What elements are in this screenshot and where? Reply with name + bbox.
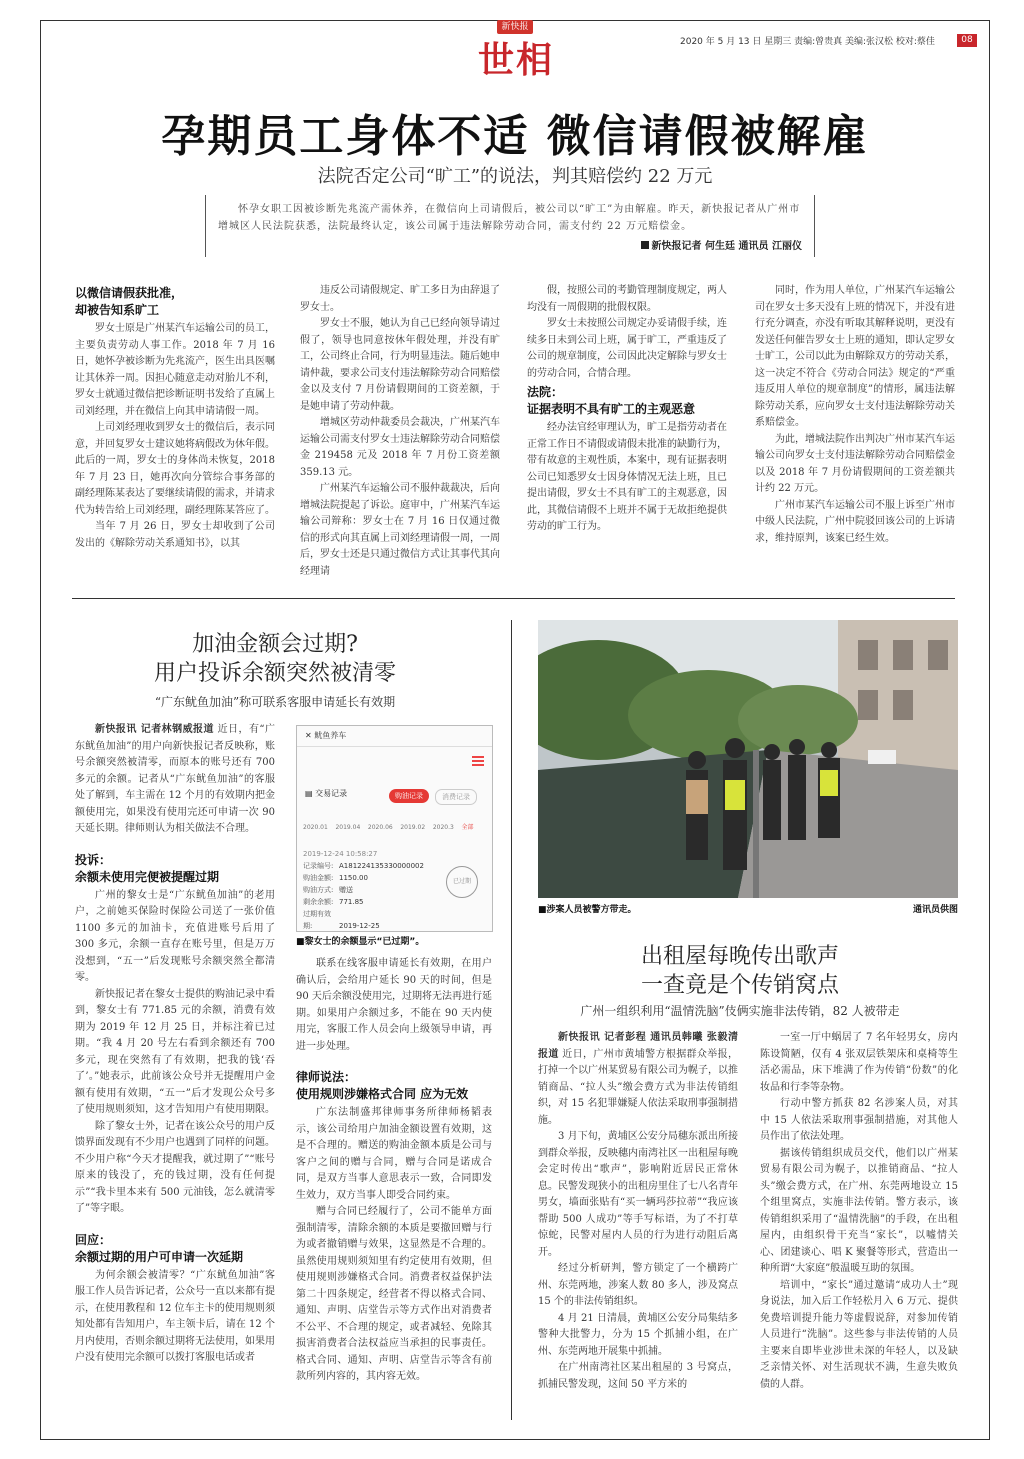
record-value: 1150.00 [339,874,368,882]
phone-app-bar [297,726,492,747]
date-chip: 2020.3 [432,824,454,831]
article2-response-heading [75,1232,275,1266]
article1-column-1 [75,283,275,583]
paragraph-text: 近日，广州市黄埔警方根据群众举报，打掉一个以广州某贸易有限公司为幌子，以推销商品、“拉人头”缴会费方式为非法传销组织，对 15 名犯罪嫌疑人依法采取刑事强制措施。 [538,1048,738,1126]
record-key: 过期有效期: [303,910,331,930]
article1-column-4 [755,283,955,583]
complaint-heading-line2: 余额未使用完便被提醒过期 [75,869,220,884]
article1-column-3 [527,283,727,583]
paragraph: 新快报记者在黎女士提供的购油记录中看到，黎女士有 771.85 元的余额，消费有效期为 2019 年 12 月 25 日，并标注着已过期。“我 4 月 20 号左右看到余额还有 700 多元，现在突然有了有效期，把我的钱‘吞了’。”她表示，此前该公众号并无提醒用户金额有使用有效期，“五一”后才发现公众号多了使用规则须知，这才告知用户有使用期限。 [75,988,275,1115]
paragraph: 广东法制盛邦律师事务所律师杨韬表示，该公司给用户加油金额设置有效期，这是不合理的。赠送的购油金额本质是公司与客户之间的赠与合同，赠与合同是诺成合同，是双方当事人意思表示一致，合同即发生效力，双方当事人即受合同约束。 [296,1107,492,1201]
article3-photo [538,620,958,898]
article2-dateline: 新快报讯 记者林钢威报道 [95,724,214,735]
paragraph: 据该传销组织成员交代，他们以广州某贸易有限公司为幌子，以推销商品、“拉人头”缴会费方式，在广州、东莞两地设立 15 个组里窝点，实施非法传销。警方表示，该传销组织采用了“温情洗脑”的手段，在出租屋内，由组织骨干充当“家长”，以嘘情关心、团建谈心、唱 K 聚餐等形式，营造出一种所谓“大家庭”般温暖互助的氛围。 [760,1147,958,1274]
paragraph: 同时，作为用人单位，广州某汽车运输公司在罗女士多天没有上班的情况下，并没有进行充分调查，亦没有听取其解释说明，更没有发送任何催告罗女士上班的通知，即认定罗女士旷工，公司以此为由解除双方的劳动关系，这一决定不符合《劳动合同法》规定的“严重违反用人单位的规章制度”的情形，属违法解除劳动关系，应向罗女士支付违法解除劳动关系赔偿金。 [755,285,955,428]
article3-title-line2: 一查竟是个传销窝点 [640,973,839,998]
record-row [303,872,424,884]
paragraph [538,1030,738,1129]
date-chip: 2020.01 [303,824,328,831]
phone-tab-purchase: 购油记录 [389,789,429,803]
record-key: 购油方式: [303,886,334,894]
paragraph: 赠与合同已经履行了，公司不能单方面强制清零，清除余额的本质是要撤回赠与行为或者撤销赠与效果，这显然是不合理的。虽然使用规则须知里有约定使用有效期，但使用规则涉嫌格式合同。消费者权益保护法第二十四条规定，经营者不得以格式合同、通知、声明、店堂告示等方式作出对消费者不公平、不合理的规定，或者减轻、免除其损害消费者合法权益应当承担的民事责任。格式合同、通知、声明、店堂告示等含有前款所列内容的，其内容无效。 [296,1206,492,1382]
article1-court-heading [527,384,727,418]
paragraph: 行动中警方抓获 82 名涉案人员，对其中 15 人依法采取刑事强制措施，对其他人员作出了依法处理。 [760,1098,958,1142]
article1-heading-line1: 以微信请假获批准， [75,286,184,300]
record-value: 2019-12-25 [339,922,380,930]
paragraph: 经过分析研判，警方锁定了一个横跨广州、东莞两地，涉案人数 80 多人，涉及窝点 15 个的非法传销组织。 [538,1263,738,1307]
record-value: 771.85 [339,898,364,906]
square-icon [641,241,649,249]
record-key: 购油金额: [303,874,334,882]
record-row [303,896,424,908]
article1-title: 孕期员工身体不适 微信请假被解雇 [161,111,869,162]
street-photo-image [538,620,958,898]
record-row [303,908,424,932]
article3-column-2 [760,1030,958,1422]
paragraph: 联系在线客服申请延长有效期，在用户确认后，会给用户延长 90 天的时间，但是 90 天后余额没使用完，过期将无法再进行延期。如果用户余额过多，不能在 90 天内使用完，客服工作人员会向上级领导申请，再进一步处理。 [296,958,492,1052]
phone-app-name: 鱿鱼养车 [314,731,347,740]
record-key: 剩余余额: [303,898,334,906]
paragraph: 广州某汽车运输公司不服仲裁裁决，后向增城法院提起了诉讼。庭审中，广州某汽车运输公司辩称：罗女士在 7 月 16 日仅通过微信的形式向其直属上司刘经理请假一周，一周后，罗女士还是只通过微信方式让其事代其向经理请 [300,483,500,577]
article1-lead-box [205,195,815,257]
section-divider [72,598,955,599]
response-heading-line2: 余额过期的用户可申请一次延期 [75,1249,244,1264]
article1-lead: 怀孕女职工因被诊断先兆流产需休养，在微信向上司请假后，被公司以“旷工”为由解雇。昨天，新快报记者从广州市增城区人民法院获悉，法院最终认定，该公司属于违法解除劳动合同，需支付约 22 万元赔偿金。 [218,204,801,232]
lawyer-heading-line2: 使用规则涉嫌格式合同 应为无效 [296,1087,469,1101]
photo-caption: ■涉案人员被警方带走。 [538,905,637,915]
paragraph: 罗女士原是广州某汽车运输公司的员工，主要负责劳动人事工作。2018 年 7 月 16 日，她怀孕被诊断为先兆流产，医生出具医嘱让其休养一周。因担心随意走动对胎儿不利，罗女士就通过微信把诊断证明书发给了直属上司刘经理，并在微信上向其申请请假一周。 [75,323,275,417]
article2-title-line1: 加油金额会过期? [192,632,358,657]
article3-title-line1: 出租屋每晚传出歌声 [640,944,839,969]
record-value: 赠送 [339,886,353,894]
paragraph: 一室一厅中蜗居了 7 名年轻男女，房内陈设简陋，仅有 4 张双层铁架床和桌椅等生活必需品，床下堆满了作为传销“份数”的化妆品和行李等杂物。 [760,1032,958,1093]
paragraph: 广州的黎女士是“广东鱿鱼加油”的老用户，之前她买保险时保险公司送了一张价值 1100 多元的加油卡，充值进账号后用了 300 多元，余额一直存在账号里，但是万万没想到，“五一”后发现账号余额突然全都清零。 [75,889,275,983]
complaint-heading-line1: 投诉： [75,852,112,867]
record-timestamp: 2019-12-24 10:58:27 [303,850,378,858]
paragraph: 违反公司请假规定、旷工多日为由辞退了罗女士。 [300,285,500,313]
paragraph: 为此，增城法院作出判决广州市某汽车运输公司向罗女士支付违法解除劳动合同赔偿金以及 2018 年 7 月份请假期间的工资差额共计约 22 万元。 [755,433,955,494]
paragraph: 培训中，“家长”通过邀请“成功人士”现身说法，加入后工作轻松月入 6 万元、提供免费培训提升能力等虚假说辞，对参加传销人员进行“洗脑”。这些参与非法传销的人员主要来自即毕业涉世未深的年轻人，以及缺乏亲情关怀、对生活现状不满，生意失败负债的人群。 [760,1279,958,1390]
paragraph: 上司刘经理收到罗女士的微信后，表示同意，并回复罗女士建议她将病假改为休年假。此后的一周，罗女士的身体尚未恢复，2018 年 7 月 23 日，她再次向分管综合事务部的副经理陈某表达了要继续请假的需求，并请求代为转告给上司刘经理，副经理陈某答应了。 [75,422,275,516]
close-icon: ✕ [305,731,315,740]
newspaper-logo: 新快报 [497,20,533,34]
court-heading-line1: 法院： [527,385,564,399]
paragraph: 经办法官经审理认为，旷工是指劳动者在正常工作日不请假或请假未批准的缺勤行为，带有故意的主观性质，本案中，现有证据表明公司已知悉罗女士因身体情况无法上班，且已提出请假，罗女士不具有旷工的主观恶意，因此，其微信请假不上班并不属于无故拒绝提供劳动的旷工行为。 [527,422,727,532]
paragraph: 当年 7 月 26 日，罗女士却收到了公司发出的《解除劳动关系通知书》，以其 [75,521,275,549]
record-key: 记录编号: [303,862,334,870]
date-chip: 2019.02 [400,824,426,831]
response-heading-line1: 回应： [75,1232,112,1247]
phone-tab-consume: 消费记录 [435,789,477,805]
article2-column-1 [75,722,275,1422]
article2-title [80,630,470,688]
paragraph: 3 月下旬，黄埔区公安分局穗东派出所接到群众举报，反映穗内南湾社区一出租屋每晚会定时传出“歌声”，影响附近居民正常休息。民警发现狭小的出租房里住了七八名青年男女，墙面张贴有“买一辆玛莎拉蒂”“我应该帮助 500 人成功”等手写标语，为了不打草惊蛇，民警对屋内人员的行为进行动阻后离开。 [538,1131,738,1258]
document-icon: ▤ [305,789,316,798]
column-divider [511,620,512,1420]
article1-column-2 [300,283,500,583]
court-heading-line2: 证据表明不具有旷工的主观恶意 [527,402,696,416]
article2-subtitle: “广东鱿鱼加油”称可联系客服申请延长有效期 [154,695,396,709]
record-row [303,860,424,872]
phone-caption: ■黎女士的余额显示“已过期”。 [296,937,425,947]
paragraph: 在广州南湾社区某出租屋的 3 号窝点，抓捕民警发现，这间 50 平方米的 [538,1362,738,1390]
menu-icon [472,756,484,758]
date-chip: 2020.06 [367,824,393,831]
article1-heading [75,285,275,319]
paragraph: 除了黎女士外，记者在该公众号的用户反馈界面发现有不少用户也遇到了同样的问题。不少用户称“今天才提醒我，就过期了”“账号原来的钱没了，充的钱过期，没有任何提示”“我卡里本来有 500 元油钱，怎么就清零了”等字眼。 [75,1120,275,1214]
record-value: A181224135330000002 [339,862,424,870]
issue-meta: 2020 年 5 月 13 日 星期三 责编:曾贵真 美编:张汉松 校对:蔡佳 [680,37,935,47]
article2-column-2 [296,956,492,1422]
article1-byline [218,237,802,252]
paragraph: 广州市某汽车运输公司不服上诉至广州市中级人民法院，广州中院驳回该公司的上诉请求，维持原判，该案已经生效。 [755,499,955,544]
article1-byline-text: 新快报记者 何生廷 通讯员 江丽仪 [651,241,802,252]
section-title: 世相 [478,39,555,81]
paragraph: 假，按照公司的考勤管理制度规定，两人均没有一周假期的批假权限。 [527,285,727,313]
paragraph: 增城区劳动仲裁委员会裁决，广州某汽车运输公司需支付罗女士违法解除劳动合同赔偿金 219458 元及 2018 年 7 月份工资差额 359.13 元。 [300,417,500,478]
paragraph-text: 近日，有“广东鱿鱼加油”的用户向新快报记者反映称，账号余额突然被清零，而原本的账号还有 700 多元的余额。记者从“广东鱿鱼加油”的客服处了解到，车主需在 12 个月的有效期内把金额使用完，如果没有使用完还可申请一次 90 天延长期。律师则认为相关做法不合理。 [75,724,275,834]
paragraph: 4 月 21 日清晨，黄埔区公安分局集结多警种大批警力，分为 15 个抓捕小组，在广州、东莞两地开展集中抓捕。 [538,1312,738,1357]
article3-column-1 [538,1030,738,1422]
page-number: 08 [957,34,977,47]
record-row [303,884,424,896]
article2-complaint-heading [75,852,275,886]
date-chip: 2019.04 [335,824,361,831]
lawyer-heading-line1: 律师说法： [296,1070,357,1084]
phone-section-label: 交易记录 [315,789,348,798]
article3-dateline: 新快报讯 记者彭程 通讯员韩曦 张毅清报道 [538,1032,738,1060]
paragraph: 罗女士未按照公司规定办妥请假手续，连续多日未到公司上班，属于旷工，严重违反了公司的规章制度，公司因此决定解除与罗女士的劳动合同，合情合理。 [527,318,727,379]
phone-section [305,788,347,799]
phone-record [303,848,424,932]
photo-credit: 通讯员供图 [912,905,958,915]
phone-date-filter [303,822,487,831]
paragraph: 为何余额会被清零？“广东鱿鱼加油”客服工作人员告诉记者，公众号一直以来都有提示，在使用教程和 12 位车主卡的使用规则须知处都有告知用户，车主领卡后，请在 12 个月内使用，否则余额过期将无法使用，如果用户没有使用完余额可以拨打客服电话或者 [75,1269,275,1363]
paragraph [75,722,275,838]
article1-heading-line2: 却被告知系旷工 [75,303,160,317]
article3-title [520,942,960,1000]
article2-lawyer-heading [296,1069,492,1103]
article1-subtitle: 法院否定公司“旷工”的说法，判其赔偿约 22 万元 [317,166,713,187]
article3-subtitle: 广州一组织利用“温情洗脑”伎俩实施非法传销，82 人被带走 [580,1004,900,1018]
phone-screenshot [296,725,493,932]
article2-title-line2: 用户投诉余额突然被清零 [153,661,396,686]
date-chip-all: 全部 [461,824,474,831]
expired-stamp: 已过期 [446,866,478,898]
paragraph: 罗女士不服，她认为自己已经向领导请过假了，领导也同意按休年假处理，并没有旷工，公司终止合同，行为明显违法。随后她申请仲裁，要求公司支付违法解除劳动合同赔偿金以及支付 7 月份请假期间的工资差额，于是她申请了劳动仲裁。 [300,318,500,412]
